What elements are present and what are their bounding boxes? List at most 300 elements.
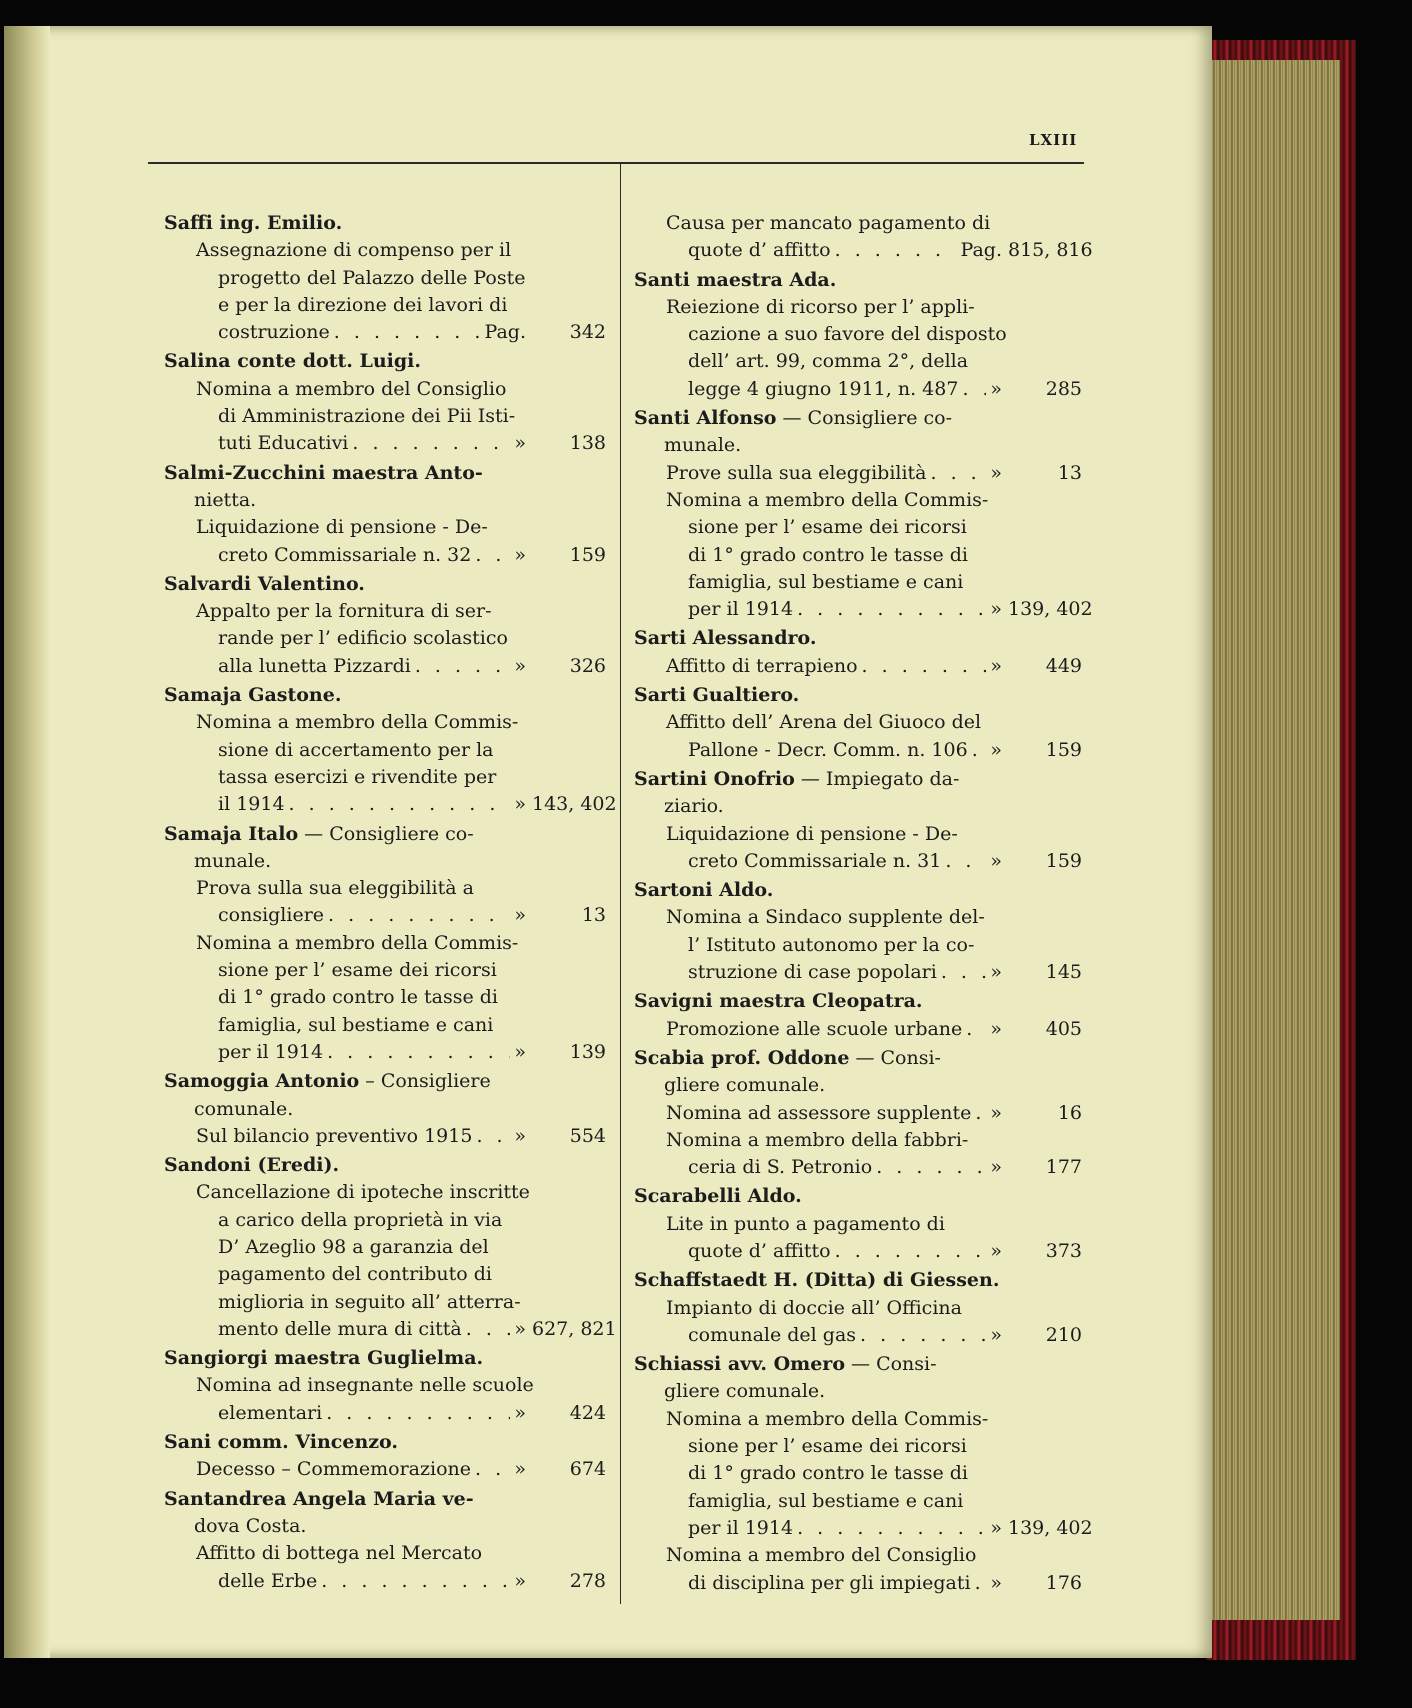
entry-text: di disciplina per gli impiegati (688, 1571, 971, 1594)
entry-name: Samaja Gastone. (164, 684, 342, 707)
entry-line (634, 737, 1082, 764)
page-prefix: » (990, 1571, 1002, 1594)
entry-text: ceria di S. Petronio (688, 1156, 873, 1179)
page-prefix: » (990, 1516, 1002, 1539)
entry-name: Sarti Alessandro. (634, 627, 817, 650)
entry-line (164, 430, 606, 457)
entry-text: delle Erbe (218, 1569, 318, 1592)
entry-text: alla lunetta Pizzardi (218, 654, 411, 677)
entry-line (634, 1488, 1082, 1515)
entry-line (164, 265, 606, 292)
entry-line (634, 821, 1082, 848)
entry-text: Liquidazione di pensione - De- (196, 516, 488, 539)
page-reference: 138 (569, 432, 606, 455)
entry-text: Lite in punto a pagamento di (666, 1212, 945, 1235)
entry-text: Cancellazione di ipoteche inscritte (196, 1181, 530, 1204)
dot-leader (941, 959, 987, 986)
entry-line (164, 930, 606, 957)
page-prefix: » (990, 961, 1002, 984)
entry-line (164, 1234, 606, 1261)
entry-text: il 1914 (218, 793, 285, 816)
entry-text: creto Commissariale n. 31 (688, 849, 942, 872)
entry-line (164, 791, 617, 818)
entry-text: Nomina ad assessore supplente (666, 1101, 972, 1124)
index-entry (164, 1429, 606, 1484)
page-reference: 405 (1045, 1017, 1082, 1040)
entry-name: Samoggia Antonio (164, 1070, 360, 1093)
dot-leader (334, 319, 481, 346)
entry-line (164, 403, 606, 430)
entry-text: a carico della proprietà in via (218, 1208, 503, 1231)
index-entry (634, 210, 1093, 265)
entry-name: Santi Alfonso (634, 407, 777, 430)
entry-role: — Consi- (849, 1046, 941, 1069)
page-reference: 342 (569, 321, 606, 344)
entry-text: sione di accertamento per la (218, 738, 494, 761)
entry-line (164, 875, 606, 902)
entry-line (634, 596, 1093, 623)
index-entry (634, 1183, 1082, 1265)
entry-heading (634, 1351, 1082, 1378)
entry-line (164, 514, 606, 541)
entry-text: di Amministrazione dei Pii Isti- (218, 405, 516, 428)
page-reference: 159 (1045, 849, 1082, 872)
entry-name: Schaffstaedt H. (Ditta) di Giessen. (634, 1269, 1000, 1292)
entry-line (164, 1456, 606, 1483)
entry-text: Assegnazione di compenso per il (196, 239, 512, 262)
entry-text: e per la direzione dei lavori di (218, 293, 508, 316)
page-reference: 424 (569, 1401, 606, 1424)
entry-heading (634, 877, 1082, 904)
index-entry (634, 267, 1082, 403)
entry-text: Nomina a membro del Consiglio (196, 377, 507, 400)
entry-line (634, 848, 1082, 875)
entry-line (164, 957, 606, 984)
entry-text: comunale del gas (688, 1323, 857, 1346)
entry-role: — Consi- (845, 1353, 937, 1376)
entry-text: Pallone - Decr. Comm. n. 106 (688, 738, 968, 761)
dot-leader (876, 1154, 986, 1181)
entry-heading-continuation: gliere comunale. (664, 1074, 826, 1097)
entry-line (164, 237, 606, 264)
page-prefix: » (514, 1317, 526, 1340)
entry-line (634, 210, 1082, 237)
entry-line (164, 709, 606, 736)
entry-text: Prove sulla sua eleggibilità (666, 461, 927, 484)
entry-text: Nomina a membro della Commis- (196, 931, 519, 954)
page-reference: 13 (1057, 461, 1082, 484)
entry-heading (164, 1068, 606, 1095)
dot-leader (466, 1316, 511, 1343)
entry-line (164, 1123, 606, 1150)
entry-text: di 1° grado contro le tasse di (218, 986, 498, 1009)
page-prefix: » (990, 1323, 1002, 1346)
entry-line (634, 1295, 1082, 1322)
entry-text: sione per l’ esame dei ricorsi (688, 1435, 967, 1458)
entry-line (164, 1261, 606, 1288)
dot-leader (797, 1515, 986, 1542)
page-prefix: » (514, 654, 526, 677)
entry-text: cazione a suo favore del disposto (688, 323, 1007, 346)
entry-name: Sandoni (Eredi). (164, 1154, 340, 1177)
entry-heading (634, 625, 1082, 652)
entry-line (164, 984, 606, 1011)
entry-heading (164, 460, 606, 487)
entry-text: tassa esercizi e rivendite per (218, 765, 497, 788)
entry-heading (634, 766, 1082, 793)
dot-leader (972, 737, 987, 764)
page-prefix: » (514, 793, 526, 816)
index-entry (634, 988, 1082, 1043)
entry-text: Promozione alle scuole urbane (666, 1017, 963, 1040)
page-reference: 177 (1045, 1156, 1082, 1179)
dot-leader (327, 1039, 510, 1066)
entry-heading (634, 1267, 1082, 1294)
page-reference: 627, 821 (532, 1317, 617, 1340)
entry-text: di 1° grado contro le tasse di (688, 1462, 968, 1485)
entry-text: famiglia, sul bestiame e cani (688, 570, 964, 593)
page-number: LXIII (1029, 131, 1078, 149)
entry-text: rande per l’ edificio scolastico (218, 627, 508, 650)
entry-text: tuti Educativi (218, 432, 349, 455)
dot-leader (321, 1568, 510, 1595)
index-entry (164, 1068, 606, 1150)
page-prefix: Pag. (484, 321, 526, 344)
entry-line (634, 1460, 1082, 1487)
dot-leader (862, 653, 987, 680)
entry-heading-continuation: ziario. (664, 795, 724, 818)
entry-text: Affitto di bottega nel Mercato (196, 1542, 483, 1565)
entry-name: Santi maestra Ada. (634, 268, 837, 291)
entry-text: Nomina a membro della fabbri- (666, 1128, 969, 1151)
index-entry (634, 682, 1082, 764)
entry-text: Prova sulla sua eleggibilità a (196, 877, 474, 900)
entry-role: – Consigliere (359, 1070, 491, 1093)
entry-heading (634, 267, 1082, 294)
entry-line (164, 542, 606, 569)
entry-text: Reiezione di ricorso per l’ appli- (666, 295, 975, 318)
entry-line (164, 1179, 606, 1206)
index-entry (634, 1351, 1093, 1597)
entry-heading-continuation: munale. (194, 849, 272, 872)
page-prefix: » (514, 543, 526, 566)
page-prefix: Pag. (960, 239, 1002, 262)
entry-name: Sartoni Aldo. (634, 879, 774, 902)
dot-leader (835, 237, 957, 264)
entry-text: D’ Azeglio 98 a garanzia del (218, 1235, 489, 1258)
page-prefix: » (514, 904, 526, 927)
entry-text: Nomina a membro della Commis- (666, 488, 989, 511)
entry-text: Decesso – Commemorazione (196, 1458, 472, 1481)
page-reference: 674 (569, 1458, 606, 1481)
entry-text: famiglia, sul bestiame e cani (218, 1013, 494, 1036)
entry-line (164, 1540, 606, 1567)
entry-line (634, 542, 1082, 569)
entry-text: pagamento del contributo di (218, 1263, 492, 1286)
entry-text: miglioria in seguito all’ atterra- (218, 1290, 521, 1313)
dot-leader (289, 791, 511, 818)
page-reference: 159 (1045, 738, 1082, 761)
entry-name: Sartini Onofrio (634, 767, 795, 790)
entry-text: Nomina a membro della Commis- (666, 1407, 989, 1430)
entry-text: creto Commissariale n. 32 (218, 543, 472, 566)
index-entry (634, 405, 1093, 623)
entry-line (634, 1016, 1082, 1043)
page-reference: 139, 402 (1008, 598, 1093, 621)
page-reference: 326 (569, 654, 606, 677)
entry-heading (164, 210, 606, 237)
page-prefix: » (514, 1401, 526, 1424)
left-column (164, 210, 617, 1597)
book-page (4, 26, 1212, 1658)
entry-text: per il 1914 (688, 598, 794, 621)
dot-leader (797, 596, 986, 623)
entry-line (634, 294, 1082, 321)
entry-name: Salvardi Valentino. (164, 572, 365, 595)
entry-line (634, 932, 1082, 959)
dot-leader (945, 848, 986, 875)
entry-line (634, 653, 1082, 680)
page-prefix: » (514, 1458, 526, 1481)
entry-line (164, 1207, 606, 1234)
dot-leader (415, 653, 511, 680)
dot-leader (475, 542, 510, 569)
entry-line (164, 625, 606, 652)
entry-text: quote d’ affitto (688, 239, 831, 262)
entry-line (164, 1289, 606, 1316)
dot-leader (835, 1238, 987, 1265)
entry-line (634, 569, 1082, 596)
entry-line (164, 902, 606, 929)
page-reference: 139, 402 (1008, 1516, 1093, 1539)
dot-leader (860, 1322, 986, 1349)
index-entry (164, 821, 606, 1067)
entry-name: Schiassi avv. Omero (634, 1353, 845, 1376)
entry-text: quote d’ affitto (688, 1239, 831, 1262)
dot-leader (966, 1016, 986, 1043)
entry-text: Appalto per la fornitura di ser- (196, 600, 492, 623)
dot-leader (931, 460, 987, 487)
entry-heading (164, 1345, 606, 1372)
entry-heading (164, 1152, 606, 1179)
entry-role: — Consigliere co- (298, 822, 474, 845)
page-prefix: » (990, 1017, 1002, 1040)
page-prefix: » (990, 461, 1002, 484)
entry-text: Causa per mancato pagamento di (666, 212, 991, 234)
entry-line (634, 1127, 1082, 1154)
index-entry (634, 625, 1082, 680)
page-prefix: » (514, 432, 526, 455)
page-prefix: » (990, 654, 1002, 677)
entry-heading-continuation: munale. (664, 434, 742, 457)
entry-name: Santandrea Angela Maria ve- (164, 1487, 474, 1510)
page-prefix: » (990, 377, 1002, 400)
entry-text: per il 1914 (688, 1516, 794, 1539)
entry-text: Nomina a membro della Commis- (196, 711, 519, 734)
index-entry (164, 348, 606, 457)
entry-text: costruzione (218, 321, 330, 344)
dot-leader (328, 902, 510, 929)
index-entry (164, 571, 606, 680)
dot-leader (975, 1100, 986, 1127)
entry-text: dell’ art. 99, comma 2°, della (688, 350, 969, 373)
page-reference: 554 (569, 1124, 606, 1147)
entry-line (164, 376, 606, 403)
entry-line (164, 1400, 606, 1427)
entry-text: elementari (218, 1401, 323, 1424)
entry-text: Impianto di doccie all’ Officina (666, 1296, 962, 1319)
entry-line (164, 598, 606, 625)
entry-line (634, 1322, 1082, 1349)
dot-leader (962, 376, 986, 403)
entry-line (634, 348, 1082, 375)
index-entry (164, 682, 617, 818)
entry-name: Sangiorgi maestra Guglielma. (164, 1347, 484, 1370)
entry-line (164, 292, 606, 319)
index-entry (634, 766, 1082, 875)
dot-leader (326, 1400, 510, 1427)
entry-line (634, 1433, 1082, 1460)
entry-line (634, 487, 1082, 514)
entry-heading (634, 1183, 1082, 1210)
page-reference: 143, 402 (532, 793, 617, 816)
index-entry (164, 1486, 606, 1595)
entry-text: di 1° grado contro le tasse di (688, 543, 968, 566)
entry-heading (634, 405, 1082, 432)
entry-text: progetto del Palazzo delle Poste (218, 266, 526, 289)
entry-name: Scarabelli Aldo. (634, 1185, 802, 1208)
entry-heading-continuation: dova Costa. (194, 1514, 307, 1537)
index-entry (634, 1045, 1082, 1181)
entry-line (164, 319, 606, 346)
header-rule (148, 162, 1084, 164)
entry-line (634, 1100, 1082, 1127)
entry-heading (634, 1045, 1082, 1072)
entry-line (164, 653, 606, 680)
entry-text: famiglia, sul bestiame e cani (688, 1489, 964, 1512)
page-gutter (4, 26, 50, 1658)
entry-name: Salina conte dott. Luigi. (164, 350, 421, 373)
index-entry (164, 1345, 606, 1427)
entry-line (634, 1211, 1082, 1238)
entry-name: Scabia prof. Oddone (634, 1046, 850, 1069)
entry-text: sione per l’ esame dei ricorsi (218, 959, 497, 982)
entry-line (164, 737, 606, 764)
dot-leader (476, 1123, 510, 1150)
entry-text: l’ Istituto autonomo per la co- (688, 933, 975, 956)
entry-line (634, 1570, 1082, 1597)
page-prefix: » (514, 1124, 526, 1147)
entry-text: Nomina a Sindaco supplente del- (666, 906, 985, 929)
column-divider (620, 164, 621, 1604)
entry-line (634, 1238, 1082, 1265)
entry-heading (164, 1429, 606, 1456)
dot-leader (475, 1456, 510, 1483)
entry-heading (164, 348, 606, 375)
right-column (634, 210, 1093, 1599)
entry-line (634, 237, 1093, 264)
entry-line (634, 376, 1082, 403)
entry-text: Sul bilancio preventivo 1915 (196, 1124, 473, 1147)
entry-line (164, 1012, 606, 1039)
entry-text: sione per l’ esame dei ricorsi (688, 516, 967, 539)
entry-heading-continuation: gliere comunale. (664, 1380, 826, 1403)
entry-heading (164, 1486, 606, 1513)
entry-name: Saffi ing. Emilio. (164, 212, 343, 234)
page-reference: 210 (1045, 1323, 1082, 1346)
entry-line (164, 1316, 617, 1343)
page-reference: 285 (1045, 377, 1082, 400)
entry-heading (164, 682, 606, 709)
page-prefix: » (990, 1101, 1002, 1124)
page-reference: 13 (581, 904, 606, 927)
index-entry (164, 1152, 617, 1343)
entry-heading (634, 988, 1082, 1015)
entry-text: per il 1914 (218, 1040, 324, 1063)
entry-name: Sani comm. Vincenzo. (164, 1431, 399, 1454)
entry-role: — Impiegato da- (794, 767, 960, 790)
page-prefix: » (990, 1156, 1002, 1179)
page-prefix: » (990, 1239, 1002, 1262)
page-reference: 159 (569, 543, 606, 566)
page-reference: 16 (1057, 1101, 1082, 1124)
entry-line (634, 460, 1082, 487)
entry-text: consigliere (218, 904, 325, 927)
page-prefix: » (990, 849, 1002, 872)
entry-heading (164, 821, 606, 848)
entry-line (634, 321, 1082, 348)
entry-line (634, 1542, 1082, 1569)
entry-text: legge 4 giugno 1911, n. 487 (688, 377, 959, 400)
page-reference: 373 (1045, 1239, 1082, 1262)
dot-leader (352, 430, 510, 457)
entry-line (634, 1154, 1082, 1181)
index-entry (164, 460, 606, 569)
index-entry (634, 877, 1082, 986)
entry-name: Salmi-Zucchini maestra Anto- (164, 461, 483, 484)
entry-line (634, 709, 1082, 736)
entry-text: Liquidazione di pensione - De- (666, 822, 958, 845)
entry-line (634, 1406, 1082, 1433)
entry-line (634, 959, 1082, 986)
entry-line (164, 1372, 606, 1399)
page-reference: 815, 816 (1008, 239, 1093, 262)
entry-line (164, 764, 606, 791)
index-entry (634, 1267, 1082, 1349)
page-reference: 145 (1045, 961, 1082, 984)
entry-text: struzione di case popolari (688, 961, 937, 984)
entry-line (634, 514, 1082, 541)
page-stack (1198, 60, 1340, 1620)
entry-text: Nomina ad insegnante nelle scuole (196, 1374, 534, 1397)
page-prefix: » (990, 738, 1002, 761)
page-prefix: » (514, 1569, 526, 1592)
entry-line (634, 904, 1082, 931)
entry-heading (164, 571, 606, 598)
entry-line (634, 1515, 1093, 1542)
page-reference: 449 (1045, 654, 1082, 677)
page-reference: 139 (569, 1040, 606, 1063)
index-entry (164, 210, 606, 346)
entry-line (164, 1568, 606, 1595)
entry-text: mento delle mura di città (218, 1317, 462, 1340)
entry-line (164, 1039, 606, 1066)
entry-text: Affitto dell’ Arena del Giuoco del (666, 711, 982, 734)
entry-text: Affitto di terrapieno (666, 654, 858, 677)
entry-heading (634, 682, 1082, 709)
entry-name: Savigni maestra Cleopatra. (634, 990, 923, 1013)
entry-role: — Consigliere co- (776, 407, 952, 430)
